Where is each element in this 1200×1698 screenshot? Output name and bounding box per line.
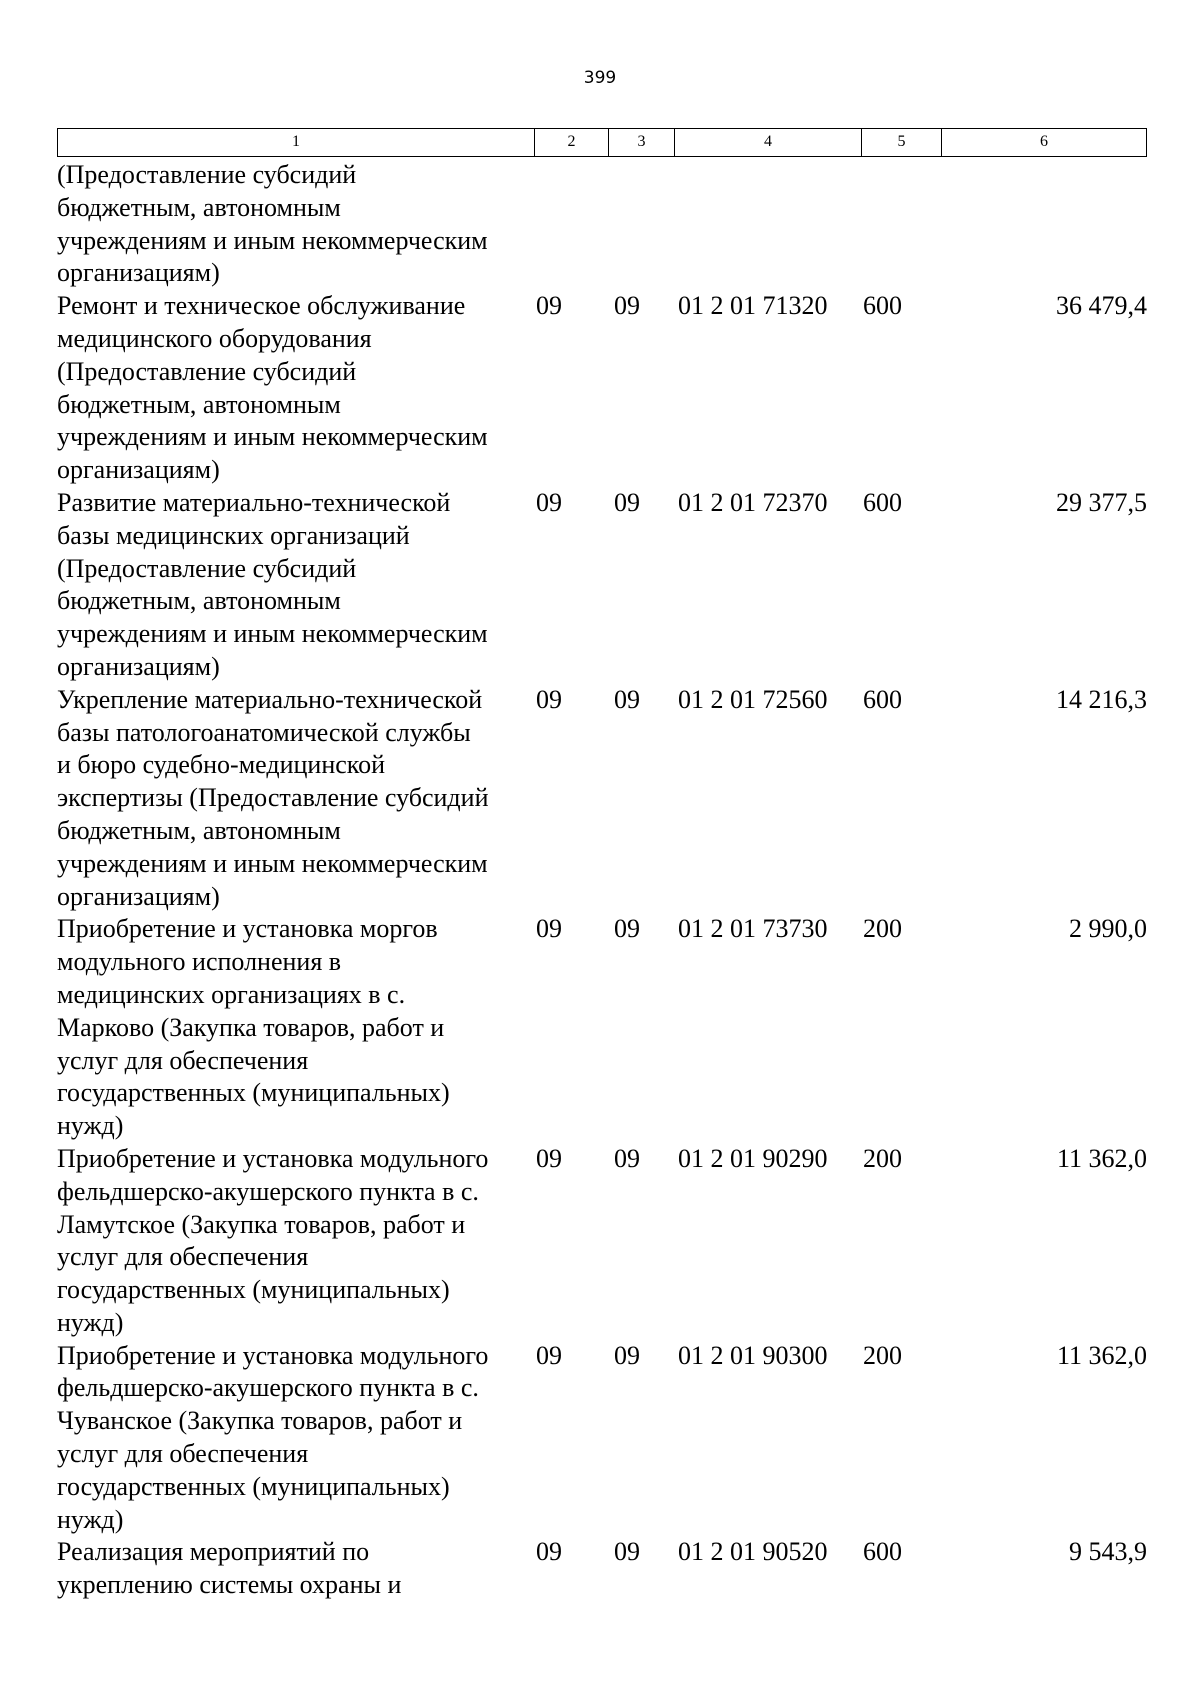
row-amount: 9 543,9 [1069,1537,1147,1567]
table-row [57,913,1147,1143]
row-description: Развитие материально-технической базы медицинских организаций (Предоставление субсидий бюджетным, автономным учреждениям и иным некоммерческим организациям) [57,487,488,681]
row-target-article-code: 01 2 01 73730 [678,914,828,944]
table-header-col-2: 2 [535,129,609,156]
row-expense-type-code: 600 [863,1537,902,1567]
table-body [57,159,1147,1602]
row-target-article-code: 01 2 01 90520 [678,1537,828,1567]
row-section-code: 09 [536,1340,562,1370]
row-subsection-code: 09 [614,1340,640,1370]
row-section-code: 09 [536,291,562,321]
table-header-col-5: 5 [862,129,942,156]
row-amount: 14 216,3 [1056,684,1147,714]
row-description: Приобретение и установка модульного фельдшерско-акушерского пункта в с. Чуванское (Закупка товаров, работ и услуг для обеспечения государственных (муниципальных) нужд) [57,1340,489,1534]
table-row [57,290,1147,487]
row-expense-type-code: 200 [863,914,902,944]
row-description: Приобретение и установка моргов модульного исполнения в медицинских организациях в с. Марково (Закупка товаров, работ и услуг для обеспечения государственных (муниципальных) нужд) [57,914,450,1141]
row-section-code: 09 [536,1537,562,1567]
row-description: Приобретение и установка модульного фельдшерско-акушерского пункта в с. Ламутское (Закупка товаров, работ и услуг для обеспечения государственных (муниципальных) нужд) [57,1143,489,1337]
table-header-col-4: 4 [675,129,862,156]
table-row [57,1340,1147,1537]
row-target-article-code: 01 2 01 71320 [678,291,828,321]
row-expense-type-code: 200 [863,1340,902,1370]
row-expense-type-code: 600 [863,291,902,321]
row-subsection-code [608,159,674,290]
row-subsection-code: 09 [614,1143,640,1173]
row-subsection-code: 09 [614,487,640,517]
row-amount [941,159,1147,290]
row-description: Ремонт и техническое обслуживание медицинского оборудования (Предоставление субсидий бюджетным, автономным учреждениям и иным некоммерческим организациям) [57,291,488,485]
table-row [57,1143,1147,1340]
row-target-article-code: 01 2 01 72560 [678,684,828,714]
table-row [57,684,1147,914]
row-subsection-code: 09 [614,914,640,944]
row-section-code [534,159,608,290]
row-description: (Предоставление субсидий бюджетным, автономным учреждениям и иным некоммерческим организациям) [57,160,488,288]
row-subsection-code: 09 [614,1537,640,1567]
row-section-code: 09 [536,487,562,517]
table-header-row [57,128,1147,157]
row-description: Реализация мероприятий по укреплению системы охраны и [57,1537,402,1600]
row-subsection-code: 09 [614,684,640,714]
row-description: Укрепление материально-технической базы патологоанатомической службы и бюро судебно-медицинской экспертизы (Предоставление субсидий бюджетным, автономным учреждениям и иным некоммерческим организациям) [57,684,489,911]
row-section-code: 09 [536,1143,562,1173]
row-section-code: 09 [536,684,562,714]
row-amount: 11 362,0 [1056,1143,1147,1173]
row-target-article-code [674,159,861,290]
page-number: 399 [583,68,617,88]
row-expense-type-code: 600 [863,487,902,517]
table-row [57,159,1147,290]
table-header-col-6: 6 [1040,133,1048,150]
row-amount: 36 479,4 [1056,291,1147,321]
row-target-article-code: 01 2 01 72370 [678,487,828,517]
table-header-col-1: 1 [58,129,535,156]
table-row [57,487,1147,684]
row-amount: 2 990,0 [1069,914,1147,944]
row-target-article-code: 01 2 01 90290 [678,1143,828,1173]
row-expense-type-code [861,159,941,290]
row-amount: 29 377,5 [1056,487,1147,517]
table-row [57,1536,1147,1602]
row-expense-type-code: 200 [863,1143,902,1173]
table-header-col-3: 3 [609,129,675,156]
row-section-code: 09 [536,914,562,944]
row-subsection-code: 09 [614,291,640,321]
row-amount: 11 362,0 [1056,1340,1147,1370]
row-target-article-code: 01 2 01 90300 [678,1340,828,1370]
row-expense-type-code: 600 [863,684,902,714]
